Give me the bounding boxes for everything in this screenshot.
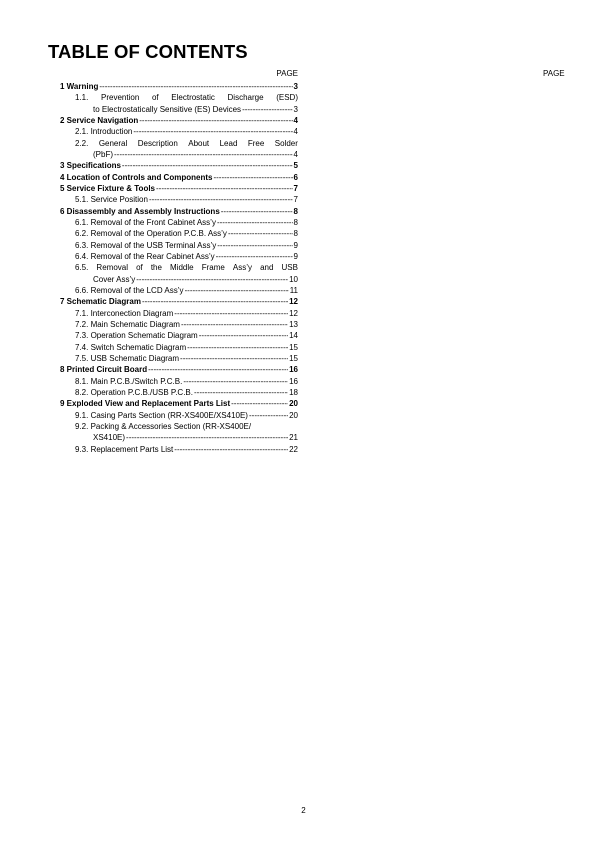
toc-entry-label: 7.5. USB Schematic Diagram <box>75 353 180 363</box>
toc-entry-label: 6.2. Removal of the Operation P.C.B. Ass’y <box>75 229 227 239</box>
toc-entry-page: 18 <box>289 387 298 397</box>
toc-entry[interactable] <box>60 217 298 228</box>
page-column-header: PAGE <box>276 69 298 78</box>
toc-leader-dots <box>249 410 288 421</box>
toc-entry[interactable] <box>60 274 298 285</box>
toc-entry[interactable] <box>60 444 298 455</box>
toc-entry-label: 2.1. Introduction <box>75 127 133 137</box>
toc-entry-label: 3 Specifications <box>60 161 121 171</box>
toc-entry-page: 13 <box>289 319 298 329</box>
toc-entry-page: 8 <box>293 206 298 216</box>
toc-entry[interactable] <box>60 353 298 364</box>
toc-entry-label: 6.4. Removal of the Rear Cabinet Ass’y <box>75 251 215 261</box>
toc-leader-dots <box>148 364 288 375</box>
toc-entry-page: 21 <box>289 433 298 443</box>
toc-entry-page: 3 <box>293 104 298 114</box>
toc-entry-page: 6 <box>293 172 298 182</box>
toc-leader-dots <box>183 376 288 387</box>
toc-entry[interactable] <box>60 308 298 319</box>
toc-entry-label: 7.2. Main Schematic Diagram <box>75 319 180 329</box>
toc-leader-dots <box>114 149 293 160</box>
toc-entry-label: (PbF) <box>93 149 113 159</box>
toc-entry-label: 9.1. Casing Parts Section (RR-XS400E/XS410E) <box>75 410 248 420</box>
toc-entry-page: 15 <box>289 353 298 363</box>
toc-leader-dots <box>217 217 293 228</box>
toc-entry[interactable] <box>60 138 298 149</box>
footer-page-number: 2 <box>301 806 306 815</box>
toc-entry[interactable] <box>60 115 298 126</box>
toc-entry-label: 6 Disassembly and Assembly Instructions <box>60 206 220 216</box>
toc-entry-label: 8.2. Operation P.C.B./USB P.C.B. <box>75 387 193 397</box>
toc-entry-page: 12 <box>289 297 298 307</box>
toc-entry[interactable] <box>60 228 298 239</box>
toc-entry-label: 9.3. Replacement Parts List <box>75 444 174 454</box>
toc-leader-dots <box>199 330 288 341</box>
toc-leader-dots <box>231 398 288 409</box>
toc-leader-dots <box>122 160 293 171</box>
toc-entry[interactable] <box>60 194 298 205</box>
toc-entry[interactable] <box>60 398 298 409</box>
toc-entry-label: 1.1. Prevention of Electrostatic Discharge (ESD) <box>75 93 298 103</box>
toc-entry-label: 8 Printed Circuit Board <box>60 365 148 375</box>
toc-entry-label: 8.1. Main P.C.B./Switch P.C.B. <box>75 376 183 386</box>
toc-leader-dots <box>194 387 288 398</box>
toc-leader-dots <box>181 319 288 330</box>
toc-entry[interactable] <box>60 206 298 217</box>
toc-leader-dots <box>149 194 293 205</box>
toc-entry-label: 5.1. Service Position <box>75 195 148 205</box>
toc-entry-label: 6.3. Removal of the USB Terminal Ass’y <box>75 240 217 250</box>
toc-leader-dots <box>185 285 289 296</box>
toc-entry-page: 8 <box>293 217 298 227</box>
toc-entry-page: 4 <box>293 149 298 159</box>
toc-entry-label: 6.5. Removal of the Middle Frame Ass’y and USB <box>75 263 298 273</box>
toc-entry-page: 12 <box>289 308 298 318</box>
toc-entry[interactable] <box>60 262 298 273</box>
toc-entry-label: 6.6. Removal of the LCD Ass’y <box>75 285 184 295</box>
toc-leader-dots <box>174 308 288 319</box>
toc-leader-dots <box>142 296 288 307</box>
toc-entry[interactable] <box>60 376 298 387</box>
toc-entry-page: 4 <box>293 127 298 137</box>
toc-entry-label: 4 Location of Controls and Components <box>60 172 213 182</box>
toc-entry-page: 3 <box>293 82 298 91</box>
toc-entry-page: 9 <box>293 251 298 261</box>
toc-entry-label: 6.1. Removal of the Front Cabinet Ass’y <box>75 217 216 227</box>
toc-entry[interactable] <box>60 319 298 330</box>
toc-entry-label: 7.4. Switch Schematic Diagram <box>75 342 187 352</box>
toc-entry[interactable] <box>60 296 298 307</box>
toc-entry[interactable] <box>60 330 298 341</box>
toc-entry[interactable] <box>60 421 298 432</box>
toc-entry[interactable] <box>60 183 298 194</box>
toc-leader-dots <box>228 228 293 239</box>
toc-entry-page: 5 <box>293 161 298 171</box>
toc-entry-page: 16 <box>289 365 298 375</box>
toc-entry-page: 15 <box>289 342 298 352</box>
toc-entry[interactable] <box>60 149 298 160</box>
toc-entry-label: 9 Exploded View and Replacement Parts List <box>60 399 231 409</box>
toc-entry-label: XS410E) <box>93 433 126 443</box>
toc-entry-page: 20 <box>289 399 298 409</box>
toc-entry-page: 14 <box>289 331 298 341</box>
toc-entry[interactable] <box>60 240 298 251</box>
toc-entry-page: 22 <box>289 444 298 454</box>
toc-leader-dots <box>217 240 292 251</box>
toc-entry[interactable] <box>60 104 298 115</box>
page-column-header-right: PAGE <box>543 69 565 78</box>
toc-entry[interactable] <box>60 81 298 92</box>
toc-entry-page: 8 <box>293 229 298 239</box>
toc-entry-page: 9 <box>293 240 298 250</box>
toc-entry-page: 10 <box>289 274 298 284</box>
toc-entry-label: to Electrostatically Sensitive (ES) Devices <box>93 104 242 114</box>
toc-entry[interactable] <box>60 160 298 171</box>
toc-entry-label: Cover Ass’y <box>93 274 136 284</box>
toc-leader-dots <box>156 183 293 194</box>
toc-leader-dots <box>133 126 292 137</box>
toc-leader-dots <box>242 104 292 115</box>
toc-entry-label: 7.3. Operation Schematic Diagram <box>75 331 198 341</box>
toc-entry[interactable] <box>60 92 298 103</box>
toc-entry-label: 5 Service Fixture & Tools <box>60 183 155 193</box>
toc-entry-page: 7 <box>293 195 298 205</box>
toc-leader-dots <box>99 81 292 92</box>
toc-entry[interactable] <box>60 172 298 183</box>
toc-entry[interactable] <box>60 364 298 375</box>
toc-entry-page: 16 <box>289 376 298 386</box>
toc-leader-dots <box>187 342 288 353</box>
toc-leader-dots <box>180 353 288 364</box>
toc-entry-label: 2 Service Navigation <box>60 115 139 125</box>
toc-entry[interactable] <box>60 342 298 353</box>
toc-leader-dots <box>216 251 293 262</box>
toc-entry[interactable] <box>60 387 298 398</box>
toc-entry-page: 7 <box>293 183 298 193</box>
toc-entry-page: 20 <box>289 410 298 420</box>
toc-leader-dots <box>139 115 292 126</box>
toc-entry-page: 4 <box>293 115 298 125</box>
toc-leader-dots <box>136 274 288 285</box>
toc-leader-dots <box>221 206 293 217</box>
toc-entry-label: 1 Warning <box>60 82 99 91</box>
toc-entry-label: 7 Schematic Diagram <box>60 297 141 307</box>
toc-entry[interactable] <box>60 285 298 296</box>
toc-leader-dots <box>174 444 288 455</box>
toc-entry[interactable] <box>60 432 298 443</box>
toc-entry-label: 9.2. Packing & Accessories Section (RR-XS400E/ <box>75 421 252 431</box>
toc-leader-dots <box>126 432 288 443</box>
toc-entry-label: 2.2. General Description About Lead Free Solder <box>75 138 298 148</box>
toc-leader-dots <box>213 172 292 183</box>
toc-entry[interactable] <box>60 126 298 137</box>
page-title: TABLE OF CONTENTS <box>48 41 248 62</box>
toc-entry-label: 7.1. Interconection Diagram <box>75 308 174 318</box>
toc-entry[interactable] <box>60 410 298 421</box>
toc-entry-page: 11 <box>289 285 298 295</box>
toc-entry[interactable] <box>60 251 298 262</box>
table-of-contents <box>60 81 298 455</box>
